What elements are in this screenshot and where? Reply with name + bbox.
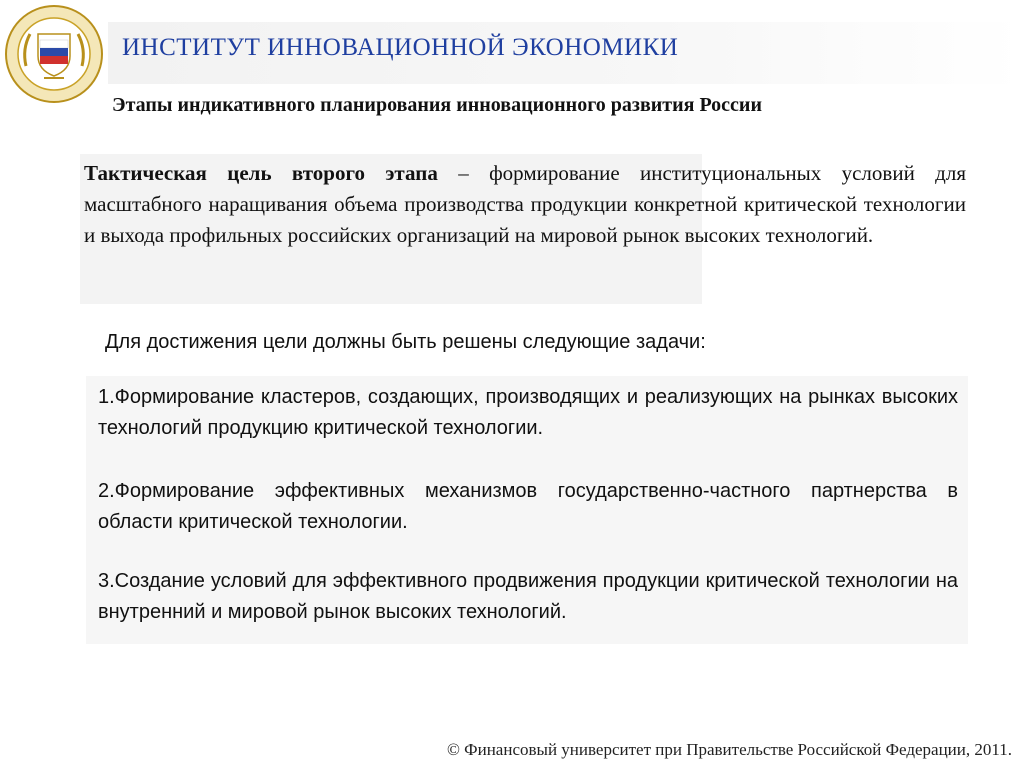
university-emblem-icon xyxy=(4,4,104,104)
task-item-2: 2.Формирование эффективных механизмов государственно-частного партнерства в области критической технологии. xyxy=(98,480,958,533)
goal-text: – формирование институциональных условий для масштабного наращивания объема производства продукции конкретной критической технологии и выхода профильных российских организаций на мировой рынок высоких технологий. xyxy=(84,161,967,247)
footer-copyright: © Финансовый университет при Правительстве Российской Федерации, 2011. xyxy=(447,740,1012,759)
goal-paragraph xyxy=(84,158,966,251)
tasks-intro: Для достижения цели должны быть решены следующие задачи: xyxy=(105,331,706,353)
slide-title: Этапы индикативного планирования инновационного развития России xyxy=(112,94,762,116)
task-item-1: 1.Формирование кластеров, создающих, производящих и реализующих на рынках высоких технологий продукцию критической технологии. xyxy=(98,386,958,439)
university-logo xyxy=(4,4,104,104)
institute-title: ИНСТИТУТ ИННОВАЦИОННОЙ ЭКОНОМИКИ xyxy=(122,34,679,61)
task-item-3: 3.Создание условий для эффективного продвижения продукции критической технологии на внутренний и мировой рынок высоких технологий. xyxy=(98,570,958,623)
goal-lead: Тактическая цель второго этапа xyxy=(84,161,438,185)
